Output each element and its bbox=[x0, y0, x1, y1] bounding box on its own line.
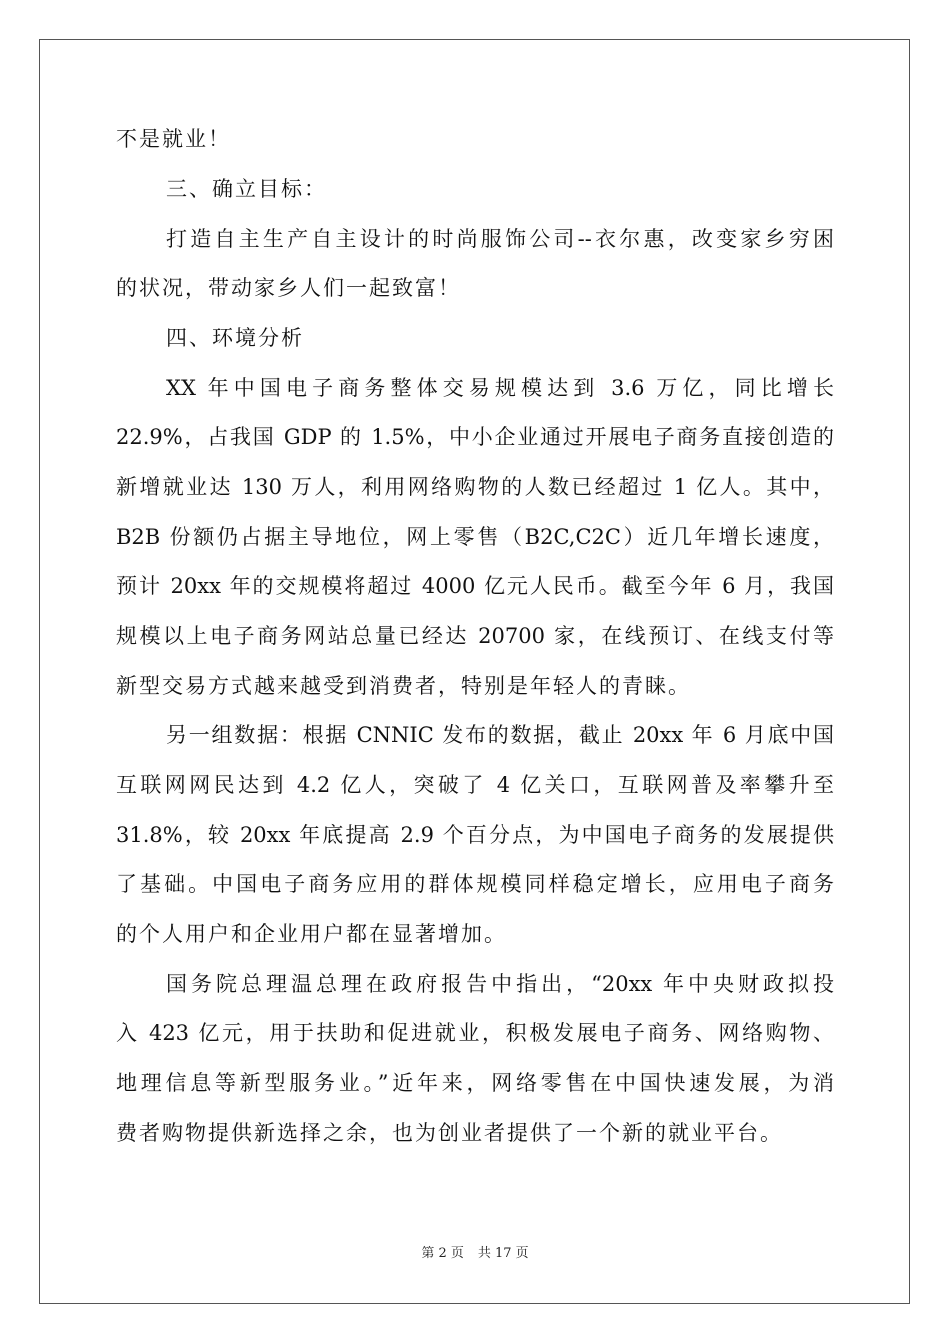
text-line: 的个人用户和企业用户都在显著增加。 bbox=[116, 922, 507, 946]
text-line: 入 423 亿元，用于扶助和促进就业，积极发展电子商务、网络购物、 bbox=[116, 1021, 834, 1045]
text-line: 22.9%，占我国 GDP 的 1.5%，中小企业通过开展电子商务直接创造的 bbox=[116, 425, 834, 449]
text-line: 了基础。中国电子商务应用的群体规模同样稳定增长，应用电子商务 bbox=[116, 872, 834, 896]
text-line: 地理信息等新型服务业。”近年来，网络零售在中国快速发展，为消 bbox=[116, 1071, 834, 1095]
text-line: 规模以上电子商务网站总量已经达 20700 家，在线预订、在线支付等 bbox=[116, 624, 834, 648]
text-line: 费者购物提供新选择之余，也为创业者提供了一个新的就业平台。 bbox=[116, 1121, 783, 1145]
text-line: 打造自主生产自主设计的时尚服饰公司--衣尔惠，改变家乡穷困 bbox=[166, 227, 834, 251]
text-line: XX 年中国电子商务整体交易规模达到 3.6 万亿，同比增长 bbox=[166, 376, 834, 400]
text-line: 的状况，带动家乡人们一起致富！ bbox=[116, 276, 461, 300]
text-line: 31.8%，较 20xx 年底提高 2.9 个百分点，为中国电子商务的发展提供 bbox=[116, 823, 834, 847]
text-line: 新增就业达 130 万人，利用网络购物的人数已经超过 1 亿人。其中， bbox=[116, 475, 834, 499]
text-line: 不是就业！ bbox=[116, 127, 231, 151]
section-heading: 三、确立目标： bbox=[166, 177, 327, 201]
text-line: 国务院总理温总理在政府报告中指出，“20xx 年中央财政拟投 bbox=[166, 972, 834, 996]
page-total: 共 17 页 bbox=[477, 1246, 529, 1261]
page-number: 第 2 页 bbox=[421, 1246, 464, 1261]
text-line: 新型交易方式越来越受到消费者，特别是年轻人的青睐。 bbox=[116, 674, 691, 698]
section-heading: 四、环境分析 bbox=[166, 326, 304, 350]
text-line: 互联网网民达到 4.2 亿人，突破了 4 亿关口，互联网普及率攀升至 bbox=[116, 773, 834, 797]
page-footer bbox=[0, 1245, 950, 1263]
text-line: 预计 20xx 年的交规模将超过 4000 亿元人民币。截至今年 6 月，我国 bbox=[116, 574, 834, 598]
text-line: 另一组数据：根据 CNNIC 发布的数据，截止 20xx 年 6 月底中国 bbox=[166, 723, 835, 747]
text-line: B2B 份额仍占据主导地位，网上零售（B2C,C2C）近几年增长速度， bbox=[116, 525, 834, 549]
